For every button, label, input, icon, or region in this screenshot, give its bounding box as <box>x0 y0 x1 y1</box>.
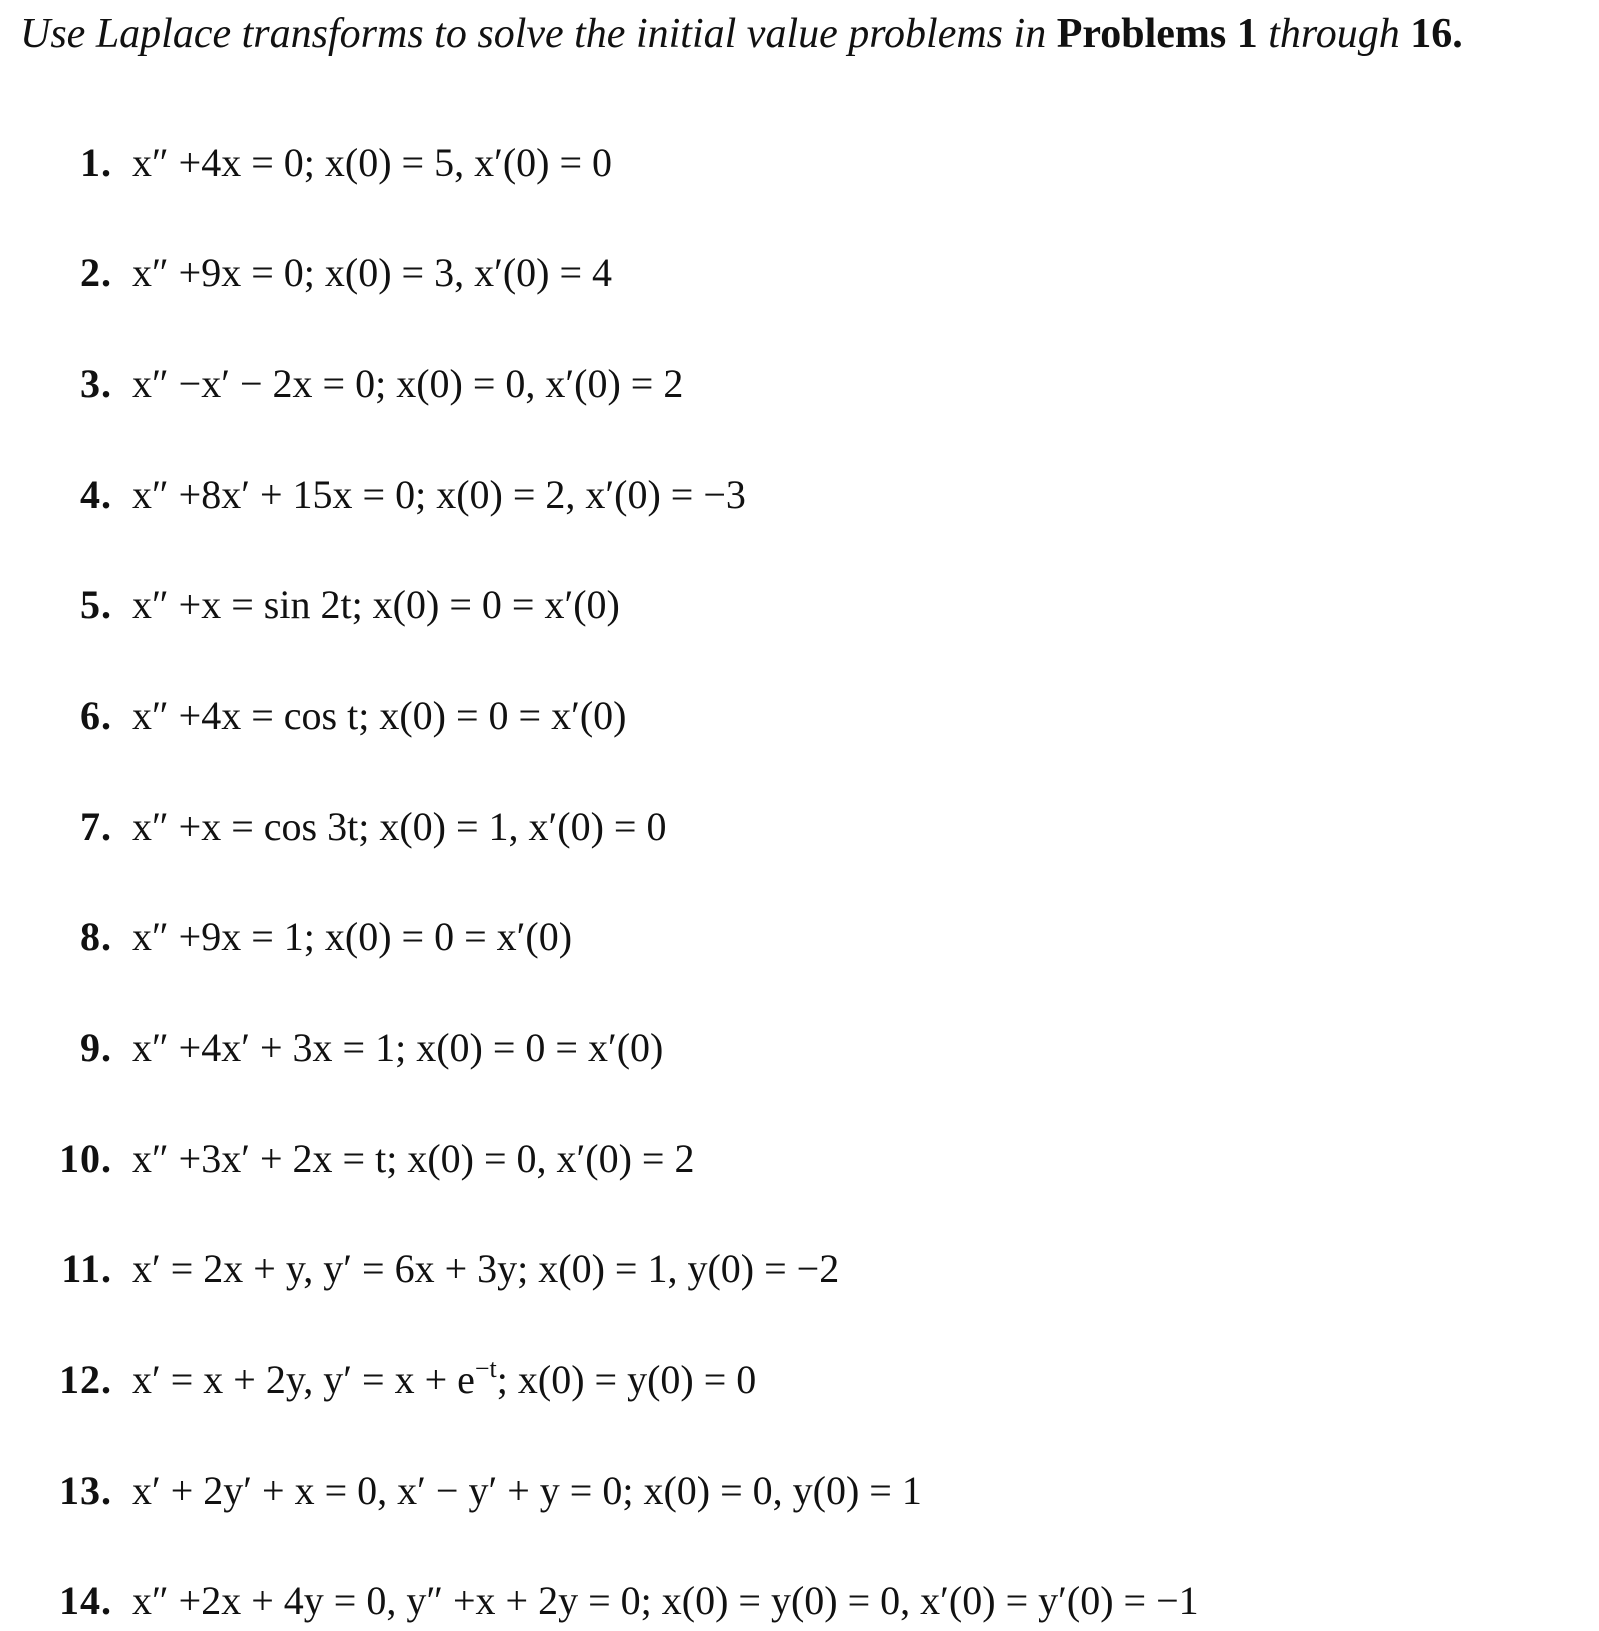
problem-number: 1. <box>80 140 112 185</box>
exponent: −t <box>474 1354 497 1383</box>
problem-equation: x″ +x = sin 2t; x(0) = 0 = x′(0) <box>132 582 620 627</box>
problem-equation: x″ +x = cos 3t; x(0) = 1, x′(0) = 0 <box>132 804 667 849</box>
problem-number: 13. <box>59 1468 112 1513</box>
problem-equation: x″ +4x′ + 3x = 1; x(0) = 0 = x′(0) <box>132 1025 664 1070</box>
instruction-part-1: Use Laplace transforms to solve the initial value problems in <box>20 11 1057 57</box>
problem-equation <box>132 1350 756 1410</box>
problem-equation: x″ −x′ − 2x = 0; x(0) = 0, x′(0) = 2 <box>132 361 684 406</box>
problem-number: 11. <box>61 1246 112 1291</box>
equation-before-exponent: x′ = x + 2y, y′ = x + e <box>132 1357 475 1402</box>
problem-equation: x″ +4x = cos t; x(0) = 0 = x′(0) <box>132 693 627 738</box>
problem-equation: x′ + 2y′ + x = 0, x′ − y′ + y = 0; x(0) = 0, y(0) = 1 <box>132 1468 922 1513</box>
problem-number: 4. <box>80 472 112 517</box>
problem-equation: x″ +8x′ + 15x = 0; x(0) = 2, x′(0) = −3 <box>132 472 746 517</box>
instruction-text <box>20 6 1463 62</box>
problem-equation: x″ +9x = 1; x(0) = 0 = x′(0) <box>132 914 573 959</box>
problem-equation: x″ +2x + 4y = 0, y″ +x + 2y = 0; x(0) = y(0) = 0, x′(0) = y′(0) = −1 <box>132 1578 1199 1623</box>
problem-number: 7. <box>80 804 112 849</box>
instruction-bold-problems-1: Problems 1 <box>1056 11 1258 57</box>
instruction-bold-16: 16. <box>1410 11 1463 57</box>
problem-equation: x″ +4x = 0; x(0) = 5, x′(0) = 0 <box>132 140 613 185</box>
problem-number: 6. <box>80 693 112 738</box>
problem-number: 8. <box>80 914 112 959</box>
problem-number: 5. <box>80 582 112 627</box>
equation-after-exponent: ; x(0) = y(0) = 0 <box>496 1357 757 1402</box>
problem-equation: x′ = 2x + y, y′ = 6x + 3y; x(0) = 1, y(0) = −2 <box>132 1246 840 1291</box>
instruction-part-2: through <box>1257 11 1411 57</box>
problem-number: 3. <box>80 361 112 406</box>
problem-number: 9. <box>80 1025 112 1070</box>
problem-equation: x″ +9x = 0; x(0) = 3, x′(0) = 4 <box>132 250 613 295</box>
problem-number: 10. <box>59 1136 112 1181</box>
problem-number: 2. <box>80 250 112 295</box>
problem-number: 14. <box>59 1578 112 1623</box>
problem-number: 12. <box>59 1357 112 1402</box>
problem-equation: x″ +3x′ + 2x = t; x(0) = 0, x′(0) = 2 <box>132 1136 695 1181</box>
